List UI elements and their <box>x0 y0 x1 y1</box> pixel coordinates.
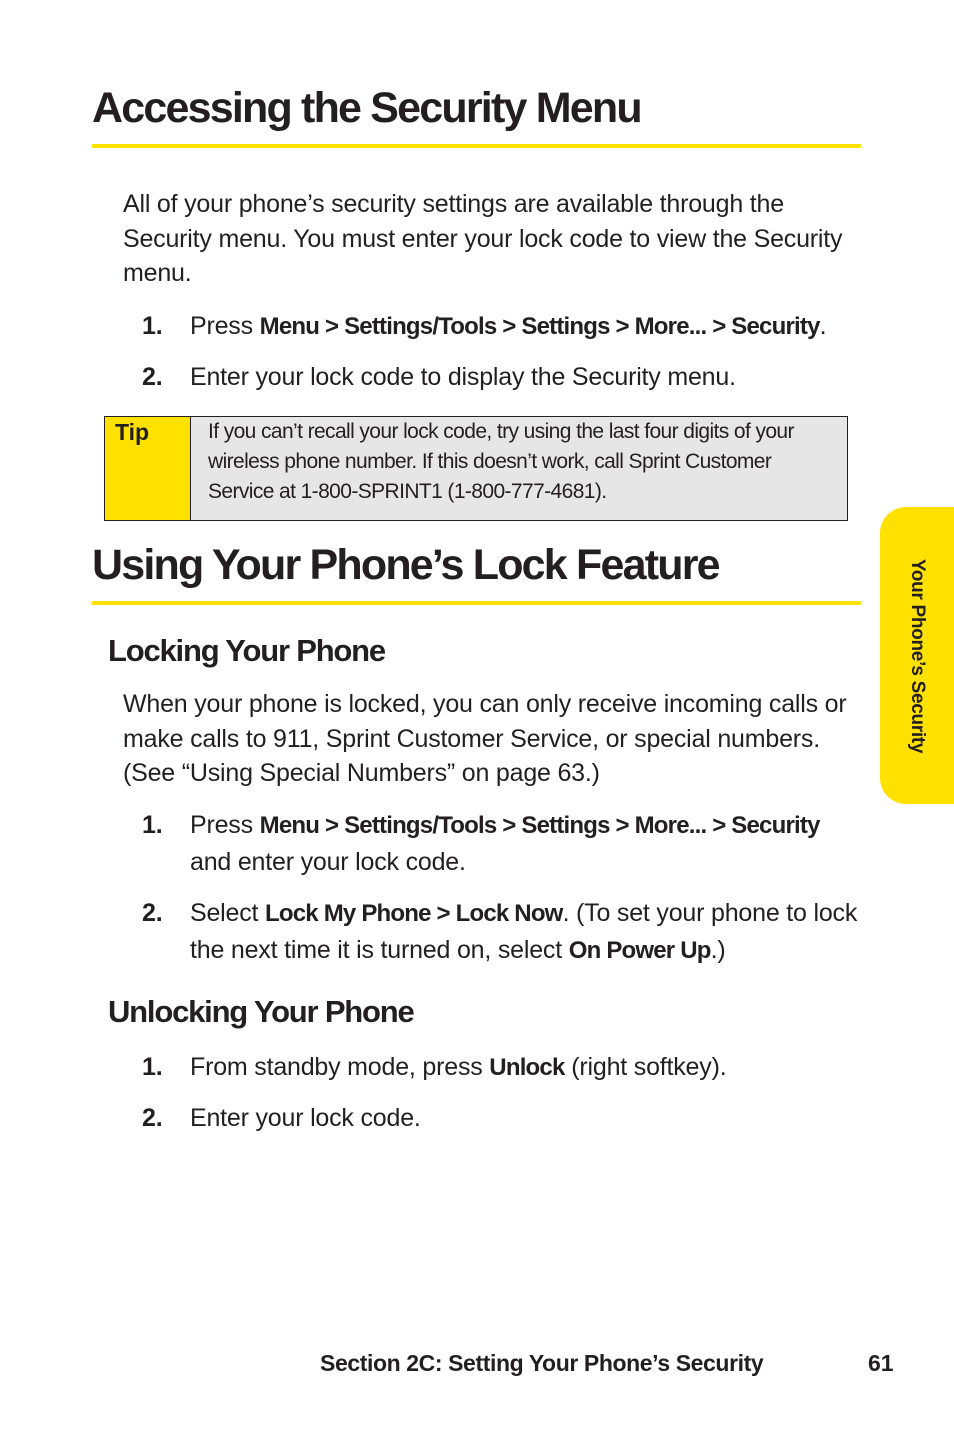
page-number: 61 <box>868 1350 894 1376</box>
step-text: Select <box>190 899 266 927</box>
tip-label: Tip <box>105 417 191 520</box>
step-text: (right softkey). <box>564 1053 727 1081</box>
menu-path: Lock My Phone > Lock Now <box>265 900 563 927</box>
step-2 <box>142 895 862 969</box>
step-number: 2. <box>142 899 163 927</box>
step-2 <box>142 1100 862 1136</box>
subheading-locking: Locking Your Phone <box>108 633 385 668</box>
menu-path: Menu > Settings/Tools > Settings > More... > Security <box>259 313 820 340</box>
step-number: 2. <box>142 1104 163 1132</box>
section-title-security-menu: Accessing the Security Menu <box>92 84 641 132</box>
step-2 <box>142 359 862 395</box>
title-rule <box>92 144 861 148</box>
security-intro-paragraph: All of your phone’s security settings are available through the Security menu. You must enter your lock code to view the Security menu. <box>123 190 843 287</box>
menu-option: On Power Up <box>568 937 711 964</box>
step-1 <box>142 1049 862 1086</box>
step-text: Press <box>190 811 260 839</box>
step-number: 2. <box>142 363 163 391</box>
step-text: Press <box>190 312 260 340</box>
step-text: . (To set your phone to lock the next time it is turned on, select <box>190 899 858 964</box>
tip-text: If you can’t recall your lock code, try using the last four digits of your wireless phone number. If this doesn’t work, call Sprint Customer Service at 1-800-SPRINT1 (1-800-777-4681). <box>208 420 794 503</box>
section-title-lock-feature: Using Your Phone’s Lock Feature <box>92 541 719 589</box>
tip-box <box>104 416 848 521</box>
subheading-unlocking: Unlocking Your Phone <box>108 994 414 1029</box>
step-text: From standby mode, press <box>190 1053 490 1081</box>
step-text: . <box>819 312 827 340</box>
step-text: .) <box>710 936 726 964</box>
locking-intro-paragraph: When your phone is locked, you can only receive incoming calls or make calls to 911, Sprint Customer Service, or special numbers. (See “Using Special Numbers” on page 63.) <box>123 690 847 787</box>
step-text: Enter your lock code. <box>190 1104 421 1132</box>
step-number: 1. <box>142 312 163 340</box>
step-1 <box>142 308 862 345</box>
side-tab-label: Your Phone’s Security <box>907 558 928 753</box>
step-number: 1. <box>142 1053 163 1081</box>
footer-section-title: Section 2C: Setting Your Phone’s Security <box>320 1350 764 1376</box>
menu-path: Menu > Settings/Tools > Settings > More... > Security <box>259 812 820 839</box>
title-rule <box>92 601 861 605</box>
softkey-name: Unlock <box>489 1054 565 1081</box>
step-number: 1. <box>142 811 163 839</box>
step-text: Enter your lock code to display the Security menu. <box>190 363 736 391</box>
section-side-tab <box>880 507 954 804</box>
step-1 <box>142 807 862 880</box>
step-text: and enter your lock code. <box>190 848 466 876</box>
